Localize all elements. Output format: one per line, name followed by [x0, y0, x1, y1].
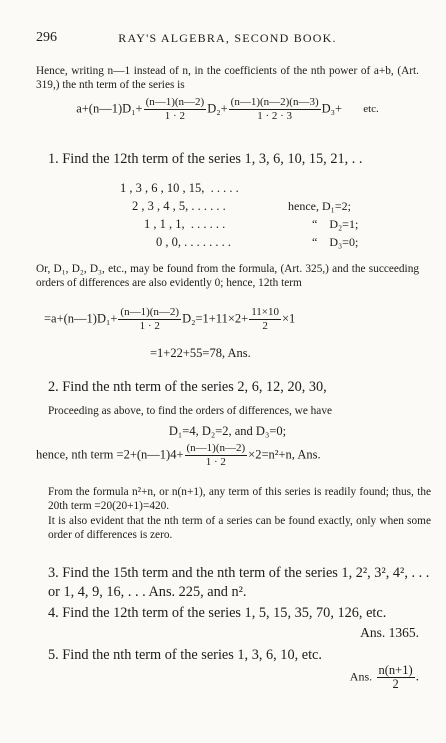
exercise-5-question: 5. Find the nth term of the series 1, 3, 6, 10, etc.	[48, 647, 322, 663]
exercise-2-note: It is also evident that the nth term of a series can be found exactly, only when some order of differences is zero.	[48, 515, 431, 541]
exercise-3-question: 3. Find the 15th term and the nth term of the series 1, 2², 3², 4², . . . or 1, 4, 9, 16, . . . Ans. 225, and n².	[48, 565, 430, 600]
formula-term-3: D₃+	[321, 101, 343, 116]
formula-etc: etc.	[363, 103, 379, 116]
exercise-2-remark: From the formula n²+n, or n(n+1), any term of this series is readily found; thus, the 20th term =20(20+1)=420.	[48, 486, 431, 512]
running-title: RAY'S ALGEBRA, SECOND BOOK.	[118, 31, 337, 45]
difference-row: 0 , 0, . . . . . . . .	[156, 235, 231, 249]
difference-row: 1 , 3 , 6 , 10 , 15, . . . . .	[120, 181, 239, 195]
exercise-1-equation: =a+(n—1)D₁+ $\frac{(n—1)(n—2)}{1 \cdot 2}$ D₂=1+11×2+ $\frac{11\times 10}{2}$ ×1	[44, 306, 296, 332]
difference-row-result: “ D₂=1;	[312, 217, 359, 231]
exercise-1-question: 1. Find the 12th term of the series 1, 3, 6, 10, 15, 21, . .	[48, 151, 363, 167]
exercise-1-explanation: Or, D₁, D₂, D₃, etc., may be found from the formula, (Art. 325,) and the succeeding orders of differences are also evidently 0; hence, 12th term	[36, 263, 419, 289]
exercise-4-question: 4. Find the 12th term of the series 1, 5, 15, 35, 70, 126, etc.	[48, 605, 387, 621]
intro-paragraph: Hence, writing n—1 instead of n, in the coefficients of the nth power of a+b, (Art. 319,) the nth term of the series is	[36, 65, 419, 91]
formula-term-1: a+(n—1)D₁+	[76, 101, 143, 116]
formula-fraction-2: $\frac{(n—1)(n—2)(n—3)}{1 \cdot 2 \cdot 3}$	[230, 96, 319, 122]
exercise-2-question: 2. Find the nth term of the series 2, 6, 12, 20, 30,	[48, 379, 327, 395]
difference-row: 2 , 3 , 4 , 5, . . . . . .	[132, 199, 226, 213]
formula-term-2: D₂+	[207, 101, 228, 116]
exercise-2-intro: Proceeding as above, to find the orders of differences, we have	[48, 405, 332, 417]
formula-fraction-1: $\frac{(n—1)(n—2)}{1 \cdot 2}$	[145, 96, 205, 122]
difference-row: 1 , 1 , 1, . . . . . .	[144, 217, 226, 231]
general-term-formula	[36, 96, 419, 123]
exercise-5-answer: Ans. $\frac{n(n+1)}{2}$ .	[349, 663, 419, 691]
exercise-4-answer: Ans. 1365.	[360, 625, 419, 640]
page-header	[36, 30, 419, 50]
difference-row-result: “ D₃=0;	[312, 235, 359, 249]
exercise-1-result: =1+22+55=78, Ans.	[150, 346, 251, 360]
difference-row-result: hence, D₁=2;	[288, 199, 351, 213]
exercise-2-equation: hence, nth term =2+(n—1)4+ $\frac{(n—1)(n—2)}{1 \cdot 2}$ ×2=n²+n, Ans.	[36, 442, 321, 468]
exercise-2-differences: D₁=4, D₂=2, and D₃=0;	[168, 424, 287, 438]
page-number: 296	[36, 30, 57, 45]
